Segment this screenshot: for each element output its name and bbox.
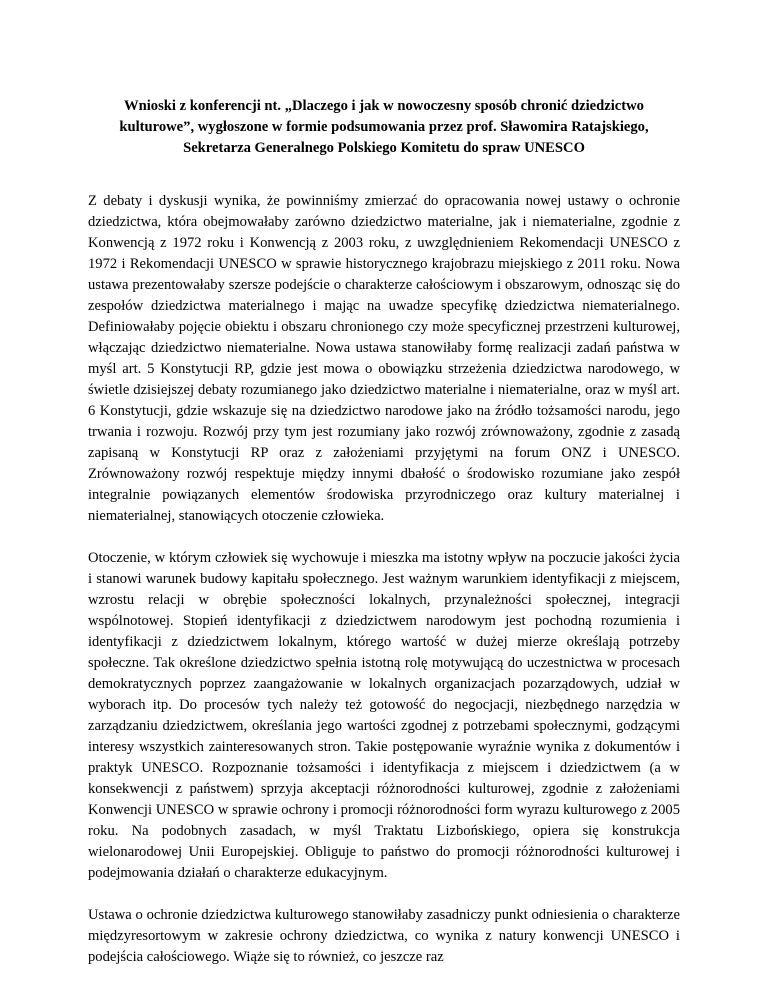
document-page [88,96,680,989]
paragraph-3: Ustawa o ochronie dziedzictwa kulturowego stanowiłaby zasadniczy punkt odniesienia o charakterze międzyresortowym w zakresie ochrony dziedzictwa, co wynika z natury konwencji UNESCO i podejścia całościowego. Wiąże się to również, co jeszcze raz [88,907,680,965]
paragraph-2: Otoczenie, w którym człowiek się wychowuje i mieszka ma istotny wpływ na poczucie jakości życia i stanowi warunek budowy kapitału społecznego. Jest ważnym warunkiem identyfikacji z miejscem, wzrostu relacji w obrębie społeczności lokalnych, przynależności społecznej, integracji wspólnotowej. Stopień identyfikacji z dziedzictwem narodowym jest pochodną rozumienia i identyfikacji z dziedzictwem lokalnym, którego wartość w dużej mierze określają potrzeby społeczne. Tak określone dziedzictwo spełnia istotną rolę motywującą do uczestnictwa w procesach demokratycznych poprzez zaangażowanie w lokalnych organizacjach pozarządowych, udział w wyborach itp. Do procesów tych należy też gotowość do negocjacji, niezbędnego narzędzia w zarządzaniu dziedzictwem, określania jego wartości zgodnej z potrzebami społecznymi, godzącymi interesy wszystkich zainteresowanych stron. Takie postępowanie wyraźnie wynika z dokumentów i praktyk UNESCO. Rozpoznanie tożsamości i identyfikacja z miejscem i dziedzictwem (a w konsekwencji z państwem) sprzyja akceptacji różnorodności kulturowej, zgodnie z założeniami Konwencji UNESCO w sprawie ochrony i promocji różnorodności form wyrazu kulturowego z 2005 roku. Na podobnych zasadach, w myśl Traktatu Lizbońskiego, opiera się konstrukcja wielonarodowej Unii Europejskiej. Obliguje to państwo do promocji różnorodności kulturowej i podejmowania działań o charakterze edukacyjnym. [88,550,680,881]
paragraph-1: Z debaty i dyskusji wynika, że powinniśmy zmierzać do opracowania nowej ustawy o ochronie dziedzictwa, która obejmowałaby zarówno dziedzictwo materialne, jak i niematerialne, zgodnie z Konwencją z 1972 roku i Konwencją z 2003 roku, z uwzględnieniem Rekomendacji UNESCO z 1972 i Rekomendacji UNESCO w sprawie historycznego krajobrazu miejskiego z 2011 roku. Nowa ustawa prezentowałaby szersze podejście o charakterze całościowym i obszarowym, odnosząc się do zespołów dziedzictwa materialnego i mając na uwadze specyfikę dziedzictwa niematerialnego. Definiowałaby pojęcie obiektu i obszaru chronionego czy może specyficznej przestrzeni kulturowej, włączając dziedzictwo niematerialne. Nowa ustawa stanowiłaby formę realizacji zadań państwa w myśl art. 5 Konstytucji RP, gdzie jest mowa o obowiązku strzeżenia dziedzictwa narodowego, w świetle dzisiejszej debaty rozumianego jako dziedzictwo materialne i niematerialne, oraz w myśl art. 6 Konstytucji, gdzie wskazuje się na dziedzictwo narodowe jako na źródło tożsamości narodu, jego trwania i rozwoju. Rozwój przy tym jest rozumiany jako rozwój zrównoważony, zgodnie z zasadą zapisaną w Konstytucji RP oraz z założeniami przyjętymi na forum ONZ i UNESCO. Zrównoważony rozwój respektuje między innymi dbałość o środowisko rozumiane jako zespół integralnie powiązanych elementów środowiska przyrodniczego oraz kultury materialnej i niematerialnej, stanowiących otoczenie człowieka. [88,193,680,524]
document-title: Wnioski z konferencji nt. „Dlaczego i jak w nowoczesny sposób chronić dziedzictwo kulturowe”, wygłoszone w formie podsumowania przez prof. Sławomira Ratajskiego, Sekretarza Generalnego Polskiego Komitetu do spraw UNESCO [119,98,649,156]
